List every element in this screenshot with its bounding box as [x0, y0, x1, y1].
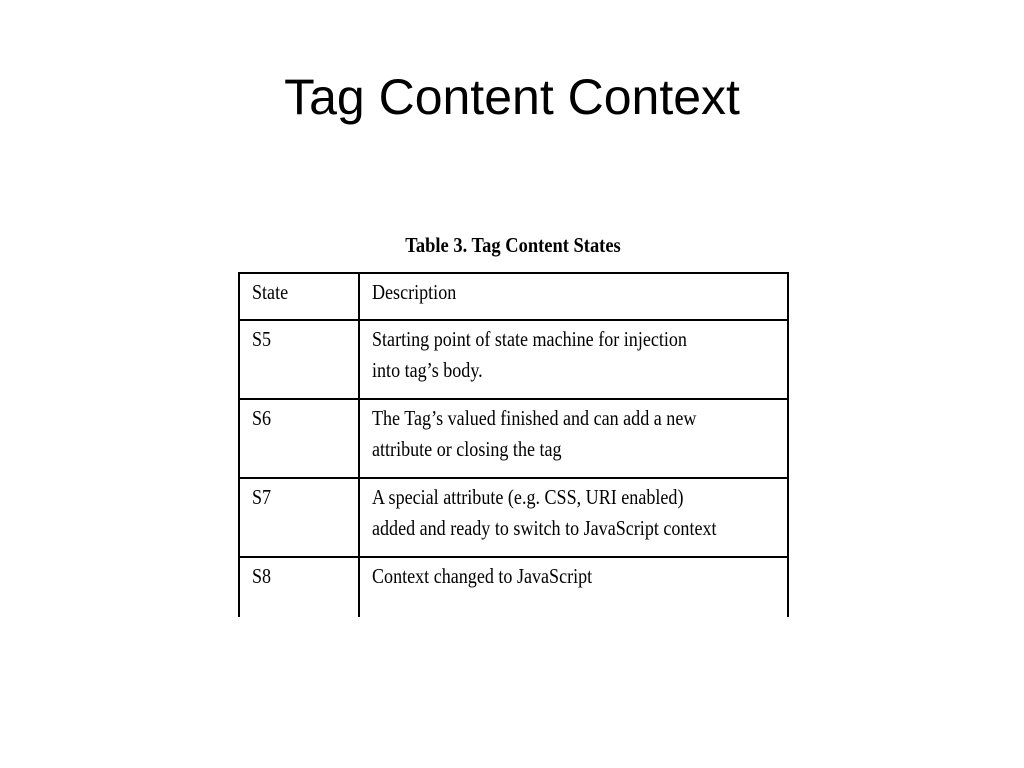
description-line: attribute or closing the tag [372, 437, 562, 461]
table-row [239, 320, 788, 399]
state-label: S5 [252, 327, 272, 351]
state-label: S7 [252, 485, 272, 509]
state-cell [239, 557, 359, 617]
description-line: added and ready to switch to JavaScript context [372, 516, 717, 540]
header-description-cell [359, 273, 788, 320]
table-row [239, 478, 788, 557]
header-state-cell [239, 273, 359, 320]
description-line: Context changed to JavaScript [372, 564, 593, 588]
slide-title: Tag Content Context [284, 69, 740, 125]
table-row [239, 557, 788, 617]
table-caption: Table 3. Tag Content States [405, 233, 621, 257]
state-cell [239, 399, 359, 478]
description-cell [359, 399, 788, 478]
header-state-label: State [252, 280, 289, 304]
state-cell [239, 478, 359, 557]
header-description-label: Description [372, 280, 457, 304]
tag-content-states-table [238, 272, 789, 617]
description-cell [359, 320, 788, 399]
description-line: The Tag’s valued finished and can add a new [372, 406, 697, 430]
table-header-row [239, 273, 788, 320]
state-cell [239, 320, 359, 399]
table-row [239, 399, 788, 478]
description-cell [359, 557, 788, 617]
description-line: into tag’s body. [372, 358, 483, 382]
description-cell [359, 478, 788, 557]
description-line: A special attribute (e.g. CSS, URI enabled) [372, 485, 684, 509]
state-label: S6 [252, 406, 272, 430]
description-line: Starting point of state machine for injection [372, 327, 687, 351]
state-label: S8 [252, 564, 272, 588]
